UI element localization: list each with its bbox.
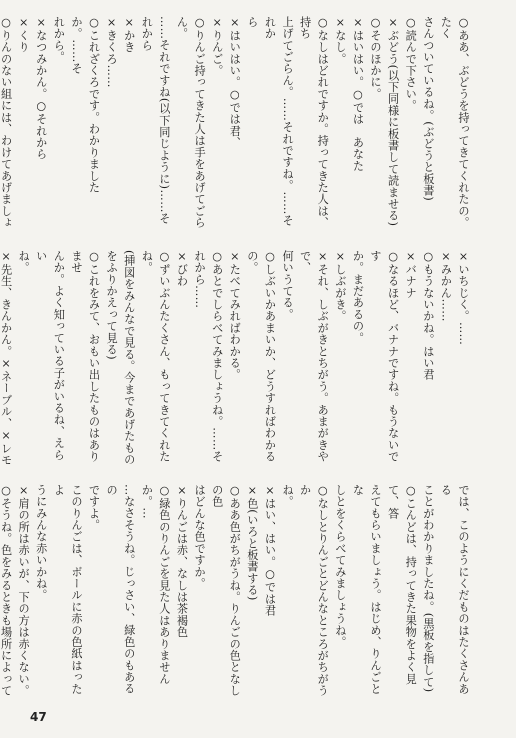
text-line: ×色(いろと板書する) (245, 484, 259, 601)
text-line: ○りんご持ってきた人は手をあげてごらん。 (175, 16, 207, 229)
text-line: れから。 (52, 16, 66, 63)
text-block-bottom (0, 484, 472, 706)
text-line: ……それですね(以下同じように)……そ (157, 16, 171, 225)
text-line: 上げてごらん。……それですね。……それか (263, 16, 295, 227)
text-line: ○読んで下さい。 (404, 16, 418, 112)
text-line: ○これざくろです。わかりましたか。……そ (69, 16, 101, 194)
text-line: ×はいはい。○では あなた (351, 16, 365, 172)
text-line: れから (140, 16, 154, 52)
text-line: ね。 (281, 484, 295, 508)
text-line: ですよ。 (87, 484, 101, 531)
text-line: ○そのほかに。 (369, 16, 383, 100)
text-line: ×肩の所は赤いが、下の方は赤くない。 (17, 484, 31, 697)
text-line: ○ずいぶんたくさん、もってきてくれたね。 (140, 250, 171, 463)
text-line: ことがわかりましたね。(黒板を指して) (421, 484, 435, 693)
text-line: ×しぶがき。 (333, 250, 347, 322)
text-line: か。まだあるの。 (351, 250, 365, 344)
text-line: んか。よく知っている子がいるね、えらい (34, 250, 66, 461)
text-line: ×りんごは赤、なしは茶褐色 (175, 484, 189, 638)
text-line: しとをくらべてみましょうね。 (333, 484, 347, 648)
text-line: このりんごは、ボールに赤の色紙はったよ (52, 484, 83, 695)
text-block-middle (0, 250, 472, 472)
text-line: ○そうね。色をみるときも場所によって (0, 484, 13, 697)
text-line: ×くり (17, 16, 31, 53)
text-line: ○あとでしらべてみましょうね。……それから…… (193, 250, 224, 463)
text-line: 何いうてる。 (281, 250, 295, 321)
text-line: ×りんご。 (210, 16, 224, 77)
text-line: をふりかえって見る) (105, 250, 119, 361)
text-line: ×みかん…… (439, 250, 453, 322)
text-line: ×ぶどう(以下同様に板書して読ませる) (386, 16, 400, 227)
text-line: では、このようにくだものはたくさんある (439, 484, 470, 695)
text-line: ら (245, 16, 259, 28)
text-line: ×先生、きんかん。×ネーブル、×レモ (0, 250, 13, 466)
text-line: ×それ、しぶがきとちがう。あまがきやで、 (298, 250, 330, 463)
text-line: ×きくろ…… (105, 16, 119, 88)
text-line: ○これをみて、おもい出したものはありませ (69, 250, 101, 463)
text-line: ○緑色のりんごを見た人はありませんか。… (140, 484, 171, 685)
text-line: (挿図をみんなで見る。今まであげたもの (122, 250, 136, 466)
text-line: さんついているね。(ぶどうと板書) (421, 16, 435, 202)
text-line: ○なしはどれですか。持ってきた人は、持ち (298, 16, 330, 229)
text-line: えてもらいましょう。はじめ、りんごとな (351, 484, 383, 695)
text-line: ○なるほど、バナナですね。もうないです (369, 250, 400, 463)
text-line: ×はい、はい。○では君 (263, 484, 277, 617)
text-line: ×バナナ (404, 250, 418, 299)
text-line: ×びわ (175, 250, 189, 287)
text-line: ○こんどは、持ってきた果物をよく見て、答 (386, 484, 418, 685)
text-line: ×いちじく。…… (457, 250, 470, 346)
text-line: ○りんのない組には、わけてあげましょ (0, 16, 13, 229)
text-line: ×なし。 (333, 16, 347, 65)
text-block-top (0, 16, 472, 238)
text-line: ×はいはい。○では君、 (228, 16, 242, 149)
text-line: ね。 (17, 250, 31, 274)
text-line: …なさそうね。じっさい、緑色のもあるの (105, 484, 136, 695)
text-line: ×なつみかん。○それから (34, 16, 48, 160)
text-line: ×たべてみればわかる。 (228, 250, 242, 381)
text-line: はどんな色ですか。 (193, 484, 207, 590)
text-line: ○もうないかね。はい君 (421, 250, 435, 381)
text-line: ○しぶいかあまいか、どうすればわかるの。 (245, 250, 277, 463)
text-line: ×かき (122, 16, 136, 53)
text-line: ○なしとりんごとどんなところがちがうか (298, 484, 330, 697)
text-line: うにみんな赤いかね。 (34, 484, 48, 601)
text-line: ○ああ色がちがうね。りんごの色となしの色 (210, 484, 242, 697)
page-number: 47 (30, 710, 47, 724)
text-line: ○ああ、ぶどうを持ってきてくれたの。たく (439, 16, 470, 229)
